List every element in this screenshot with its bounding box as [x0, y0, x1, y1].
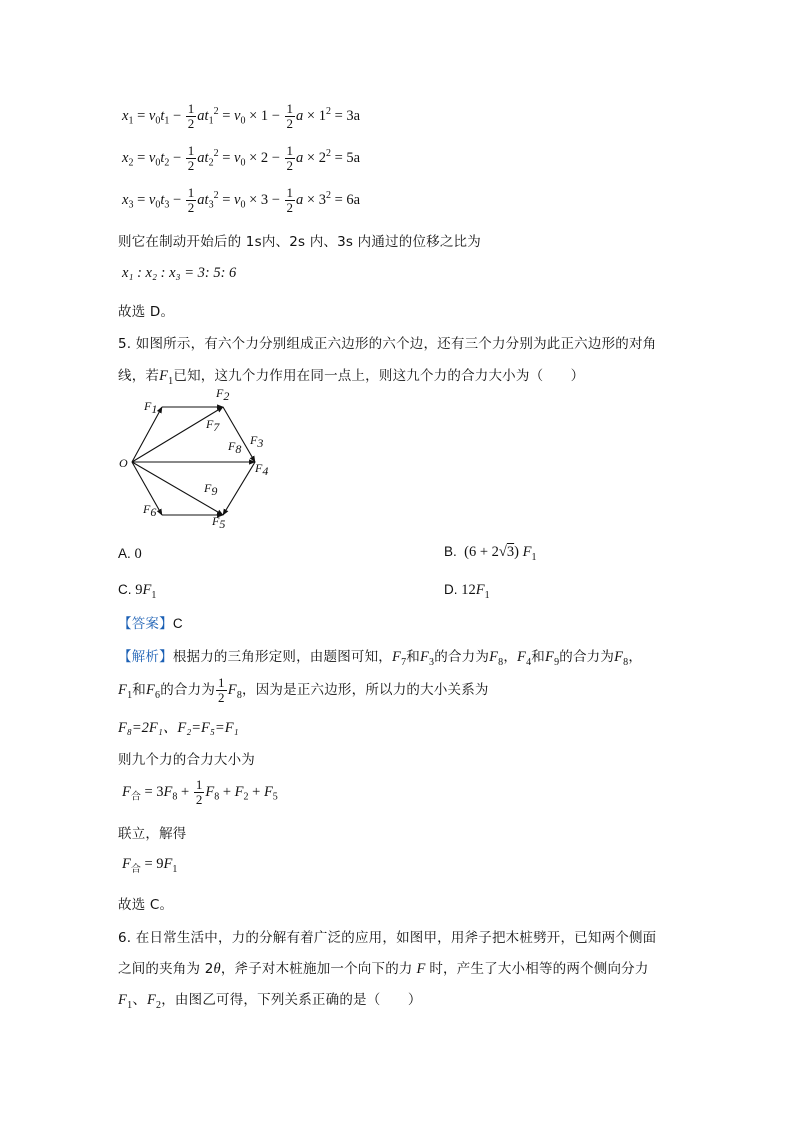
option-b[interactable]: B. (6 + 2√3) $F_1$: [444, 544, 537, 563]
q5-relation: F₈=2F₁、F₂=F₅=F₁: [118, 720, 239, 736]
label-f4: F4: [255, 461, 269, 478]
answer-tag: 【答案】: [118, 616, 173, 632]
force-f4-line: [223, 462, 255, 515]
label-f5: F5: [212, 514, 226, 531]
q6-line1: 6. 在日常生活中，力的分解有着广泛的应用，如图甲，用斧子把木桩劈开，已知两个侧面: [118, 930, 657, 946]
label-f1: F1: [144, 399, 158, 416]
q5-analysis-line2: $F_1$和$F_6$的合力为 $\frac{1}{2}$ $F_8$，因为是正六边形，所以力的大小关系为: [118, 675, 489, 705]
option-d[interactable]: D. $12F_1$: [444, 582, 490, 601]
q5-number: 5.: [118, 336, 132, 352]
option-a[interactable]: A. 0: [118, 546, 142, 562]
label-f9: F9: [204, 481, 218, 498]
label-f3: F3: [250, 433, 264, 450]
ratio-intro: 则它在制动开始后的 1s内、2s 内、3s 内通过的位移之比为: [118, 234, 481, 250]
force-f7-line: [132, 407, 223, 462]
label-origin: O: [119, 456, 128, 470]
analysis-tag: 【解析】: [118, 649, 173, 665]
prev-conclusion: 故选 D。: [118, 304, 175, 320]
q5-conclusion: 故选 C。: [118, 897, 174, 913]
ratio-equation: x₁ : x₂ : x₃ = 3: 5: 6: [122, 265, 237, 281]
equation-x1: $x_1 = v_0t_1$ − $\frac{1}{2}$ $at_1^2 = v_0 \times 1$ − $\frac{1}{2}$ $a \times 1^2 = 3a$: [122, 101, 361, 131]
q6-number: 6.: [118, 930, 132, 946]
q5-answer: 【答案】C: [118, 616, 183, 632]
q5-combine: 联立，解得: [118, 826, 187, 842]
label-f6: F6: [143, 502, 157, 519]
x2-result: = 5a: [334, 149, 361, 166]
q6-line2: 之间的夹角为 2θ，斧子对木桩施加一个向下的力 F 时，产生了大小相等的两个侧向分力: [118, 961, 649, 977]
force-f1-line: [132, 407, 162, 462]
q5-sum-equation: $F_合 = 3F_8$ + $\frac{1}{2}$ $F_8 + F_2 + F_5$: [122, 777, 278, 807]
x3-result: = 6a: [334, 191, 361, 208]
option-c[interactable]: C. $9F_1$: [118, 582, 157, 601]
q5-stem-line1: [118, 332, 656, 352]
label-f7: F7: [206, 417, 220, 434]
q5-sum-intro: 则九个力的合力大小为: [118, 752, 255, 768]
q5-stem-text-1: 如图所示，有六个力分别组成正六边形的六个边，还有三个力分别为此正六边形的对角: [135, 336, 657, 352]
q5-result: $F_合 = 9F_1$: [122, 856, 178, 875]
q5-stem-text-2a: 线，若: [118, 368, 160, 384]
x1-result: = 3a: [334, 107, 361, 124]
label-f8: F8: [228, 439, 242, 456]
q5-stem-text-2b: 已知，这九个力作用在同一点上，则这九个力的合力大小为（ ）: [173, 368, 585, 384]
equation-x2: $x_2 = v_0t_2$ − $\frac{1}{2}$ $at_2^2 = v_0 \times 2$ − $\frac{1}{2}$ $a \times 2^2 = 5a$: [122, 143, 361, 173]
q5-stem-line2: 线，若$F_1$已知，这九个力作用在同一点上，则这九个力的合力大小为（ ）: [118, 368, 585, 387]
q5-analysis-line1: 【解析】根据力的三角形定则，由题图可知，$F_7$和$F_3$的合力为$F_8$，$F_4$和$F_9$的合力为$F_8$，: [118, 649, 643, 668]
q6-line3: $F_1$、$F_2$，由图乙可得，下列关系正确的是（ ）: [118, 992, 422, 1011]
label-f2: F2: [216, 386, 230, 403]
equation-x3: $x_3 = v_0t_3$ − $\frac{1}{2}$ $at_3^2 = v_0 \times 3$ − $\frac{1}{2}$ $a \times 3^2 = 6a$: [122, 185, 361, 215]
hexagon-force-diagram: [110, 384, 280, 534]
